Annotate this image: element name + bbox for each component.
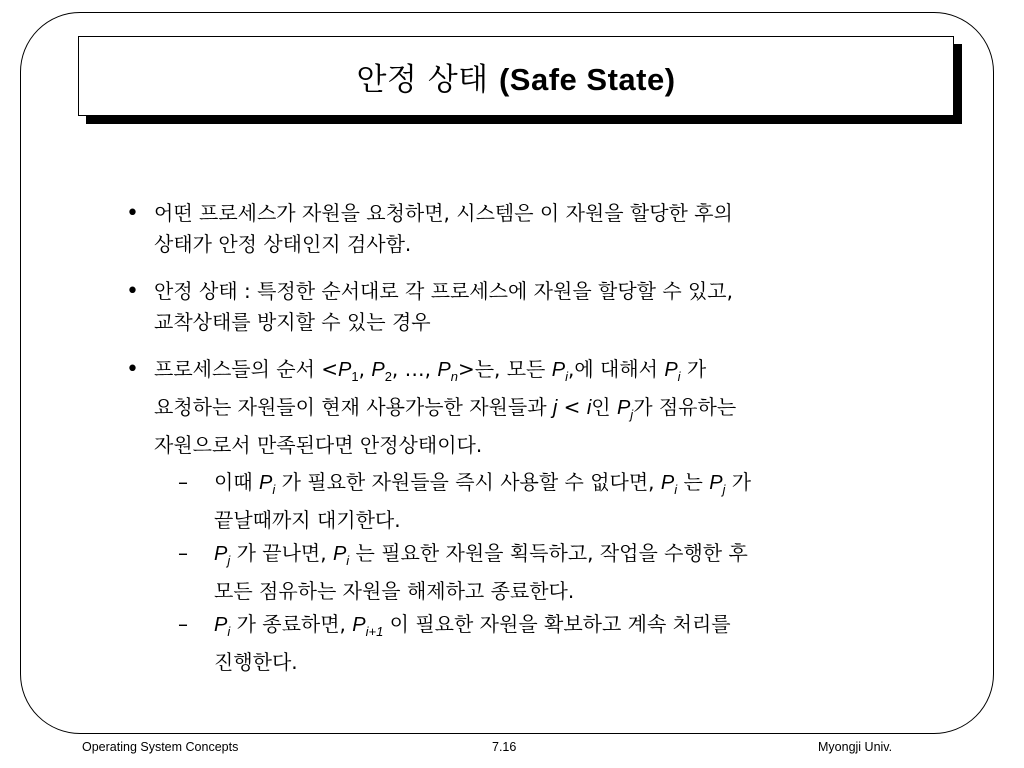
text-segment: < <box>557 395 587 419</box>
footer-page-number: 7.16 <box>492 740 517 754</box>
bullet-item <box>120 276 920 338</box>
text-segment: 가 점유하는 <box>633 395 737 419</box>
subscript: j <box>630 407 634 422</box>
bullet-line: 자원으로서 만족된다면 안정상태이다. <box>154 433 483 457</box>
bullet-item <box>120 354 920 461</box>
bullet-line <box>154 354 920 392</box>
text-segment: 가 <box>680 357 707 381</box>
bullet-line: 안정 상태 : 특정한 순서대로 각 프로세스에 자원을 할당할 수 있고, <box>154 279 733 303</box>
text-segment: 는 <box>677 470 710 494</box>
dash-icon: – <box>178 612 188 636</box>
var-p: P <box>551 359 566 381</box>
title-box <box>78 36 954 116</box>
subscript: 1 <box>351 369 359 384</box>
sub-bullet-item <box>120 538 920 607</box>
bullet-line <box>154 392 920 430</box>
var-p: P <box>214 543 228 565</box>
subscript: n <box>450 369 458 384</box>
dash-icon: – <box>178 470 188 494</box>
bullet-dot-icon: • <box>126 357 139 382</box>
text-segment: 가 종료하면, <box>230 612 353 636</box>
sub-bullet-line <box>214 538 920 576</box>
bullet-item <box>120 198 920 260</box>
subscript: i <box>346 553 350 568</box>
bullet-line: 교착상태를 방지할 수 있는 경우 <box>154 310 431 334</box>
text-segment: 가 끝나면, <box>230 541 333 565</box>
subscript: 2 <box>384 369 392 384</box>
text-segment: 요청하는 자원들이 현재 사용가능한 자원들과 <box>154 395 553 419</box>
slide-title <box>356 54 675 99</box>
text-segment: ,에 대해서 <box>567 357 665 381</box>
sub-bullet-line: 모든 점유하는 자원을 해제하고 종료한다. <box>214 579 575 603</box>
slide-body <box>120 198 920 690</box>
bullet-dot-icon: • <box>126 201 139 226</box>
var-p: P <box>259 472 273 494</box>
var-p: P <box>709 472 723 494</box>
bullet-dot-icon: • <box>126 279 139 304</box>
sub-bullet-line <box>214 609 920 647</box>
var-p: P <box>214 614 228 636</box>
var-p: P <box>616 397 631 419</box>
subscript: i <box>674 482 678 497</box>
var-p: P <box>352 614 366 636</box>
var-p: P <box>660 472 675 494</box>
sub-bullet-item <box>120 467 920 536</box>
text-segment: , …, <box>391 357 438 381</box>
var-p: P <box>338 359 352 381</box>
text-segment: >는, 모든 <box>457 357 552 381</box>
title-english: (Safe State) <box>498 61 676 97</box>
text-segment: 이때 <box>214 470 259 494</box>
var-p: P <box>437 359 451 381</box>
subscript: i <box>565 369 568 384</box>
var-i: i <box>586 397 592 419</box>
text-segment: 프로세스들의 순서 < <box>154 357 339 381</box>
dash-icon: – <box>178 541 188 565</box>
text-segment: 가 <box>725 470 752 494</box>
sub-bullet-item <box>120 609 920 678</box>
subscript: i <box>272 482 276 497</box>
text-segment: 가 필요한 자원들을 즉시 사용할 수 없다면, <box>275 470 661 494</box>
sub-bullet-line: 끝날때까지 대기한다. <box>214 508 401 532</box>
subscript: j <box>227 553 231 568</box>
var-p: P <box>332 543 347 565</box>
var-j: j <box>552 397 558 419</box>
text-segment: 인 <box>591 395 617 419</box>
subscript: i <box>227 624 231 639</box>
sub-bullet-line: 진행한다. <box>214 650 298 674</box>
text-segment: , <box>358 357 372 381</box>
sub-bullet-line <box>214 467 920 505</box>
bullet-line: 상태가 안정 상태인지 검사함. <box>154 232 412 256</box>
footer-course: Operating System Concepts <box>82 740 239 754</box>
var-p: P <box>664 359 678 381</box>
text-segment: 는 필요한 자원을 획득하고, 작업을 수행한 후 <box>349 541 748 565</box>
subscript: i+1 <box>365 624 384 639</box>
text-segment: 이 필요한 자원을 확보하고 계속 처리를 <box>383 612 731 636</box>
footer-university: Myongji Univ. <box>818 740 893 754</box>
title-korean: 안정 상태 <box>356 61 489 98</box>
subscript: i <box>677 369 681 384</box>
bullet-line: 어떤 프로세스가 자원을 요청하면, 시스템은 이 자원을 할당한 후의 <box>154 201 733 225</box>
var-p: P <box>371 359 385 381</box>
subscript: j <box>722 482 726 497</box>
